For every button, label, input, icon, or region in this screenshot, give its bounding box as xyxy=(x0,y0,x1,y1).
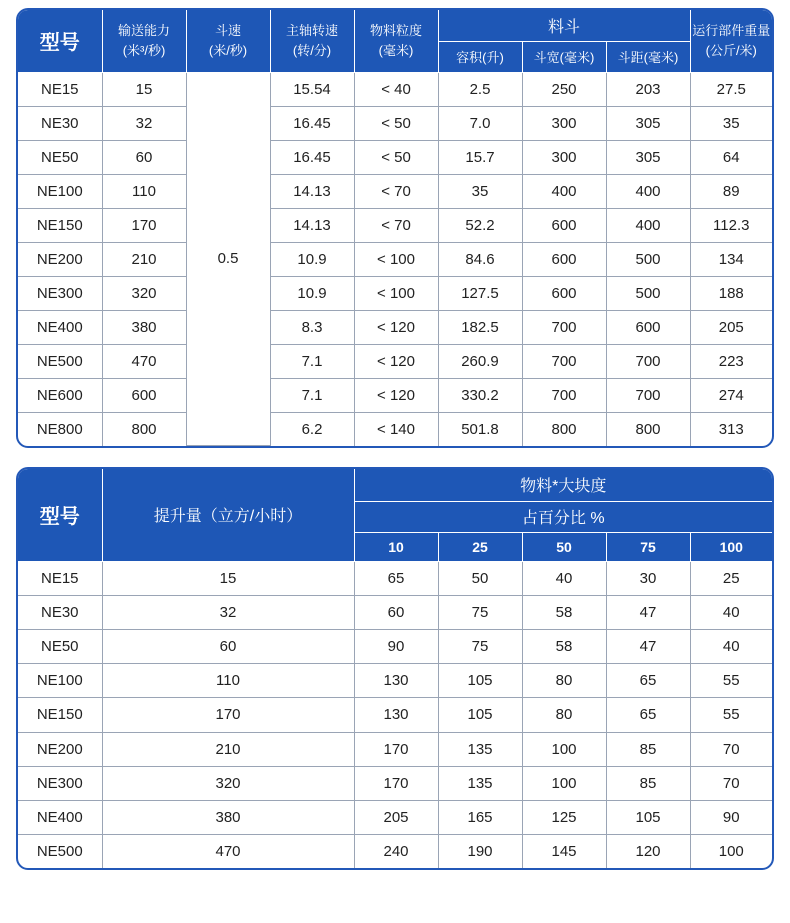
percent-value-cell: 145 xyxy=(522,835,606,868)
pitch-cell: 800 xyxy=(606,412,690,445)
percent-value-cell: 65 xyxy=(354,561,438,595)
header-pitch: 斗距(毫米) xyxy=(606,41,690,72)
header-size: 75 xyxy=(606,532,690,561)
model-cell: NE500 xyxy=(18,344,102,378)
header-bucket: 料斗 xyxy=(438,10,690,41)
model-cell: NE50 xyxy=(18,629,102,663)
table-row xyxy=(18,732,772,766)
header-size: 25 xyxy=(438,532,522,561)
capacity-cell: 60 xyxy=(102,140,186,174)
header-weight-label: 运行部件重量 xyxy=(692,22,771,38)
header-weight-unit: (公斤/米) xyxy=(705,42,757,58)
capacity-cell: 210 xyxy=(102,242,186,276)
table-row xyxy=(18,698,772,732)
granularity-cell: < 120 xyxy=(354,378,438,412)
table-row xyxy=(18,344,772,378)
percent-value-cell: 205 xyxy=(354,800,438,834)
pitch-cell: 500 xyxy=(606,242,690,276)
capacity-cell: 110 xyxy=(102,174,186,208)
model-cell: NE300 xyxy=(18,276,102,310)
capacity-cell: 800 xyxy=(102,412,186,445)
volume-cell: 501.8 xyxy=(438,412,522,445)
model-cell: NE15 xyxy=(18,72,102,106)
shaft-speed-cell: 10.9 xyxy=(270,276,354,310)
lift-cell: 470 xyxy=(102,835,354,868)
header-lift: 提升量（立方/小时） xyxy=(102,469,354,561)
capacity-cell: 32 xyxy=(102,106,186,140)
weight-cell: 223 xyxy=(690,344,772,378)
header-shaft-speed xyxy=(270,10,354,72)
volume-cell: 2.5 xyxy=(438,72,522,106)
capacity-cell: 320 xyxy=(102,276,186,310)
percent-value-cell: 80 xyxy=(522,664,606,698)
percent-value-cell: 100 xyxy=(522,732,606,766)
lift-cell: 15 xyxy=(102,561,354,595)
header-weight xyxy=(690,10,772,72)
weight-cell: 112.3 xyxy=(690,208,772,242)
percent-value-cell: 105 xyxy=(606,800,690,834)
pitch-cell: 600 xyxy=(606,310,690,344)
header-capacity-label: 输送能力 xyxy=(117,22,170,38)
percent-value-cell: 100 xyxy=(690,835,772,868)
capacity-cell: 170 xyxy=(102,208,186,242)
header-capacity-unit: (米³/秒) xyxy=(122,42,166,58)
table-row xyxy=(18,310,772,344)
shaft-speed-cell: 14.13 xyxy=(270,208,354,242)
percent-value-cell: 58 xyxy=(522,629,606,663)
model-cell: NE600 xyxy=(18,378,102,412)
table-row xyxy=(18,276,772,310)
width-cell: 800 xyxy=(522,412,606,445)
volume-cell: 127.5 xyxy=(438,276,522,310)
weight-cell: 188 xyxy=(690,276,772,310)
lift-table xyxy=(18,469,772,868)
specs-table-card xyxy=(16,8,774,448)
model-cell: NE100 xyxy=(18,664,102,698)
header-granularity-label: 物料粒度 xyxy=(369,22,422,38)
granularity-cell: < 100 xyxy=(354,242,438,276)
capacity-cell: 380 xyxy=(102,310,186,344)
weight-cell: 313 xyxy=(690,412,772,445)
percent-value-cell: 65 xyxy=(606,698,690,732)
table-row xyxy=(18,140,772,174)
percent-value-cell: 50 xyxy=(438,561,522,595)
table-row xyxy=(18,766,772,800)
weight-cell: 134 xyxy=(690,242,772,276)
percent-value-cell: 55 xyxy=(690,664,772,698)
shaft-speed-cell: 16.45 xyxy=(270,106,354,140)
header-size: 100 xyxy=(690,532,772,561)
granularity-cell: < 120 xyxy=(354,344,438,378)
model-cell: NE150 xyxy=(18,698,102,732)
lift-cell: 210 xyxy=(102,732,354,766)
pitch-cell: 700 xyxy=(606,378,690,412)
model-cell: NE400 xyxy=(18,800,102,834)
weight-cell: 35 xyxy=(690,106,772,140)
percent-value-cell: 75 xyxy=(438,595,522,629)
weight-cell: 89 xyxy=(690,174,772,208)
header-width: 斗宽(毫米) xyxy=(522,41,606,72)
width-cell: 700 xyxy=(522,378,606,412)
lift-cell: 320 xyxy=(102,766,354,800)
weight-cell: 64 xyxy=(690,140,772,174)
lift-cell: 32 xyxy=(102,595,354,629)
volume-cell: 182.5 xyxy=(438,310,522,344)
volume-cell: 35 xyxy=(438,174,522,208)
model-cell: NE15 xyxy=(18,561,102,595)
percent-value-cell: 80 xyxy=(522,698,606,732)
capacity-cell: 15 xyxy=(102,72,186,106)
percent-value-cell: 30 xyxy=(606,561,690,595)
granularity-cell: < 100 xyxy=(354,276,438,310)
percent-value-cell: 120 xyxy=(606,835,690,868)
percent-value-cell: 75 xyxy=(438,629,522,663)
table-row xyxy=(18,174,772,208)
percent-value-cell: 125 xyxy=(522,800,606,834)
volume-cell: 330.2 xyxy=(438,378,522,412)
header-shaft-speed-unit: (转/分) xyxy=(292,42,332,58)
granularity-cell: < 70 xyxy=(354,174,438,208)
model-cell: NE800 xyxy=(18,412,102,445)
percent-value-cell: 105 xyxy=(438,664,522,698)
model-cell: NE400 xyxy=(18,310,102,344)
pitch-cell: 700 xyxy=(606,344,690,378)
percent-value-cell: 40 xyxy=(522,561,606,595)
percent-value-cell: 60 xyxy=(354,595,438,629)
percent-value-cell: 40 xyxy=(690,629,772,663)
model-cell: NE200 xyxy=(18,242,102,276)
lift-table-card xyxy=(16,467,774,870)
width-cell: 600 xyxy=(522,242,606,276)
pitch-cell: 203 xyxy=(606,72,690,106)
header-bucket-speed-label: 斗速 xyxy=(214,22,241,38)
granularity-cell: < 40 xyxy=(354,72,438,106)
header-capacity xyxy=(102,10,186,72)
percent-value-cell: 85 xyxy=(606,766,690,800)
granularity-cell: < 140 xyxy=(354,412,438,445)
width-cell: 700 xyxy=(522,310,606,344)
shaft-speed-cell: 16.45 xyxy=(270,140,354,174)
percent-value-cell: 55 xyxy=(690,698,772,732)
width-cell: 600 xyxy=(522,276,606,310)
percent-value-cell: 130 xyxy=(354,664,438,698)
table-row xyxy=(18,242,772,276)
percent-value-cell: 240 xyxy=(354,835,438,868)
width-cell: 300 xyxy=(522,140,606,174)
model-cell: NE500 xyxy=(18,835,102,868)
specs-table xyxy=(18,10,772,446)
granularity-cell: < 50 xyxy=(354,140,438,174)
shaft-speed-cell: 14.13 xyxy=(270,174,354,208)
header-model: 型号 xyxy=(18,10,102,72)
table-row xyxy=(18,835,772,868)
percent-value-cell: 105 xyxy=(438,698,522,732)
header-granularity-unit: (毫米) xyxy=(378,42,414,58)
shaft-speed-cell: 8.3 xyxy=(270,310,354,344)
granularity-cell: < 120 xyxy=(354,310,438,344)
header-shaft-speed-label: 主轴转速 xyxy=(285,22,338,38)
model-cell: NE100 xyxy=(18,174,102,208)
width-cell: 700 xyxy=(522,344,606,378)
percent-value-cell: 70 xyxy=(690,766,772,800)
lift-cell: 170 xyxy=(102,698,354,732)
capacity-cell: 600 xyxy=(102,378,186,412)
header-bucket-speed-unit: (米/秒) xyxy=(208,42,248,58)
percent-value-cell: 190 xyxy=(438,835,522,868)
shaft-speed-cell: 7.1 xyxy=(270,378,354,412)
table-row xyxy=(18,378,772,412)
lift-cell: 110 xyxy=(102,664,354,698)
width-cell: 300 xyxy=(522,106,606,140)
pitch-cell: 305 xyxy=(606,106,690,140)
header-material: 物料*大块度 xyxy=(354,469,772,501)
weight-cell: 205 xyxy=(690,310,772,344)
weight-cell: 274 xyxy=(690,378,772,412)
model-cell: NE30 xyxy=(18,106,102,140)
percent-value-cell: 90 xyxy=(690,800,772,834)
width-cell: 400 xyxy=(522,174,606,208)
weight-cell: 27.5 xyxy=(690,72,772,106)
header-bucket-speed xyxy=(186,10,270,72)
pitch-cell: 305 xyxy=(606,140,690,174)
capacity-cell: 470 xyxy=(102,344,186,378)
shaft-speed-cell: 10.9 xyxy=(270,242,354,276)
pitch-cell: 500 xyxy=(606,276,690,310)
percent-value-cell: 135 xyxy=(438,732,522,766)
table-row xyxy=(18,800,772,834)
table-row xyxy=(18,595,772,629)
volume-cell: 7.0 xyxy=(438,106,522,140)
percent-value-cell: 25 xyxy=(690,561,772,595)
volume-cell: 84.6 xyxy=(438,242,522,276)
table-row xyxy=(18,664,772,698)
table-row xyxy=(18,412,772,445)
model-cell: NE150 xyxy=(18,208,102,242)
volume-cell: 52.2 xyxy=(438,208,522,242)
table-row xyxy=(18,72,772,106)
header-size: 50 xyxy=(522,532,606,561)
shaft-speed-cell: 7.1 xyxy=(270,344,354,378)
pitch-cell: 400 xyxy=(606,174,690,208)
percent-value-cell: 40 xyxy=(690,595,772,629)
granularity-cell: < 50 xyxy=(354,106,438,140)
model-cell: NE200 xyxy=(18,732,102,766)
width-cell: 250 xyxy=(522,72,606,106)
percent-value-cell: 85 xyxy=(606,732,690,766)
percent-value-cell: 47 xyxy=(606,629,690,663)
lift-cell: 60 xyxy=(102,629,354,663)
table-row xyxy=(18,629,772,663)
percent-value-cell: 165 xyxy=(438,800,522,834)
percent-value-cell: 58 xyxy=(522,595,606,629)
percent-value-cell: 70 xyxy=(690,732,772,766)
shaft-speed-cell: 15.54 xyxy=(270,72,354,106)
bucket-speed-cell: 0.5 xyxy=(186,72,270,446)
percent-value-cell: 135 xyxy=(438,766,522,800)
percent-value-cell: 47 xyxy=(606,595,690,629)
lift-cell: 380 xyxy=(102,800,354,834)
model-cell: NE300 xyxy=(18,766,102,800)
header-size: 10 xyxy=(354,532,438,561)
percent-value-cell: 130 xyxy=(354,698,438,732)
table-row xyxy=(18,208,772,242)
width-cell: 600 xyxy=(522,208,606,242)
header-percent: 占百分比 % xyxy=(354,501,772,532)
header-volume: 容积(升) xyxy=(438,41,522,72)
table-row xyxy=(18,106,772,140)
percent-value-cell: 90 xyxy=(354,629,438,663)
percent-value-cell: 65 xyxy=(606,664,690,698)
volume-cell: 15.7 xyxy=(438,140,522,174)
table-row xyxy=(18,561,772,595)
volume-cell: 260.9 xyxy=(438,344,522,378)
granularity-cell: < 70 xyxy=(354,208,438,242)
header-model-2: 型号 xyxy=(18,469,102,561)
header-granularity xyxy=(354,10,438,72)
model-cell: NE30 xyxy=(18,595,102,629)
percent-value-cell: 170 xyxy=(354,766,438,800)
pitch-cell: 400 xyxy=(606,208,690,242)
percent-value-cell: 170 xyxy=(354,732,438,766)
model-cell: NE50 xyxy=(18,140,102,174)
shaft-speed-cell: 6.2 xyxy=(270,412,354,445)
percent-value-cell: 100 xyxy=(522,766,606,800)
